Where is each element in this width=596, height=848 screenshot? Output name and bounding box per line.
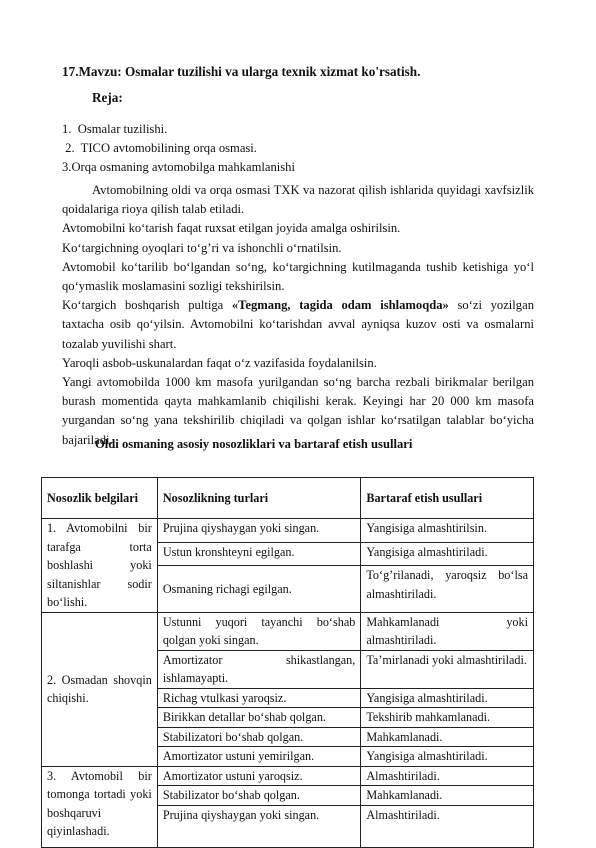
plan-heading: Reja: xyxy=(92,90,123,105)
fix-method-cell: Almashtiriladi. xyxy=(361,805,534,847)
fault-type-cell: Osmaning richagi egilgan. xyxy=(157,566,361,612)
fault-type-cell: Amortizator ustuni yaroqsiz. xyxy=(157,766,361,786)
body-text xyxy=(62,181,534,450)
fix-method-cell: Mahkamlanadi. xyxy=(361,727,534,747)
fault-type-cell: Prujina qiyshaygan yoki singan. xyxy=(157,519,361,543)
table-header-row xyxy=(42,478,534,519)
fault-sign-cell: 3. Avtomobil bir tomonga tortadi yoki boshqaruvi qiyinlashadi. xyxy=(42,766,158,847)
fault-type-cell: Amortizator shikastlangan, ishlamayapti. xyxy=(157,650,361,688)
plan-item: 1. Osmalar tuzilishi. xyxy=(62,122,168,136)
document-title: 17.Mavzu: Osmalar tuzilishi va ularga texnik xizmat ko'rsatish. xyxy=(62,64,421,79)
fix-method-cell: Tekshirib mahkamlanadi. xyxy=(361,708,534,728)
fix-method-cell: Yangisiga almashtiriladi. xyxy=(361,747,534,767)
fault-type-cell: Birikkan detallar bo‘shab qolgan. xyxy=(157,708,361,728)
paragraph-lift-sign xyxy=(62,296,534,354)
fault-type-cell: Amortizator ustuni yemirilgan. xyxy=(157,747,361,767)
table-row xyxy=(42,612,534,650)
table-caption: Oldi osmaning asosiy nosozliklari va bartaraf etish usullari xyxy=(95,437,413,451)
fault-type-cell: Ustunni yuqori tayanchi bo‘shab qolgan yoki singan. xyxy=(157,612,361,650)
fault-type-cell: Richag vtulkasi yaroqsiz. xyxy=(157,688,361,708)
table-header: Nosozlikning turlari xyxy=(157,478,361,519)
fault-type-cell: Prujina qiyshaygan yoki singan. xyxy=(157,805,361,847)
fix-method-cell: To‘g’rilanadi, yaroqsiz bo‘lsa almashtiriladi. xyxy=(361,566,534,612)
faults-table xyxy=(41,477,534,848)
fix-method-cell: Almashtiriladi. xyxy=(361,766,534,786)
plan-item: 3.Orqa osmaning avtomobilga mahkamlanishi xyxy=(62,160,295,174)
fix-method-cell: Yangisiga almashtiriladi. xyxy=(361,542,534,566)
fault-type-cell: Stabilizator bo‘shab qolgan. xyxy=(157,786,361,806)
fix-method-cell: Ta’mirlanadi yoki almashtiriladi. xyxy=(361,650,534,688)
table-header: Nosozlik belgilari xyxy=(42,478,158,519)
fix-method-cell: Yangisiga almashtirilsin. xyxy=(361,519,534,543)
paragraph: Avtomobilni ko‘tarish faqat ruxsat etilgan joyida amalga oshirilsin. xyxy=(62,221,401,236)
table-header: Bartaraf etish usullari xyxy=(361,478,534,519)
warning-sign-text: «Tegmang, tagida odam ishlamoqda» xyxy=(231,298,449,313)
paragraph: Yaroqli asbob-uskunalardan faqat o‘z vazifasida foydalanilsin. xyxy=(62,355,377,370)
table-row xyxy=(42,766,534,786)
fault-sign-cell: 1. Avtomobilni bir tarafga torta boshlashi yoki siltanishlar sodir bo‘lishi. xyxy=(42,519,158,613)
table-row xyxy=(42,519,534,543)
fault-sign-cell: 2. Osmadan shovqin chiqishi. xyxy=(42,612,158,766)
fix-method-cell: Yangisiga almashtiriladi. xyxy=(361,688,534,708)
paragraph-text: so‘zi yozilgan taxtacha osib qo‘yilsin. Avtomobilni ko‘tarishdan avval ayniqsa kuzov osti va osmalarni tozalab yuvilishi shart. xyxy=(62,298,534,351)
fault-type-cell: Ustun kronshteyni egilgan. xyxy=(157,542,361,566)
fix-method-cell: Mahkamlanadi. xyxy=(361,786,534,806)
fault-type-cell: Stabilizatori bo‘shab qolgan. xyxy=(157,727,361,747)
paragraph: Avtomobil ko‘tarilib bo‘lgandan so‘ng, ko‘targichning kutilmaganda tushib ketishiga yo‘l qo‘ymaslik moslamasini sozligi tekshirilsin. xyxy=(62,259,534,294)
paragraph: Avtomobilning oldi va orqa osmasi TXK va nazorat qilish ishlarida quyidagi xavfsizlik qoidalariga rioya qilish talab etiladi. xyxy=(62,183,534,217)
plan-list xyxy=(62,120,295,177)
paragraph-text: Ko‘targich boshqarish pultiga xyxy=(62,298,232,313)
paragraph: Ko‘targichning oyoqlari to‘g’ri va ishonchli o‘rnatilsin. xyxy=(62,240,342,255)
plan-item: 2. TICO avtomobilining orqa osmasi. xyxy=(62,141,257,155)
fix-method-cell: Mahkamlanadi yoki almashtiriladi. xyxy=(361,612,534,650)
paragraph: Yangi avtomobilda 1000 km masofa yurilgandan so‘ng barcha rezbali birikmalar berilgan burash momentida qayta mahkamlanib chiqilishi kerak. Keyingi har 20 000 km masofa yurgandan so‘ng yana tekshirilib chiqiladi va qolgan ishlar ko‘rsatilgan talablar bo‘yicha bajariladi. xyxy=(62,375,534,447)
